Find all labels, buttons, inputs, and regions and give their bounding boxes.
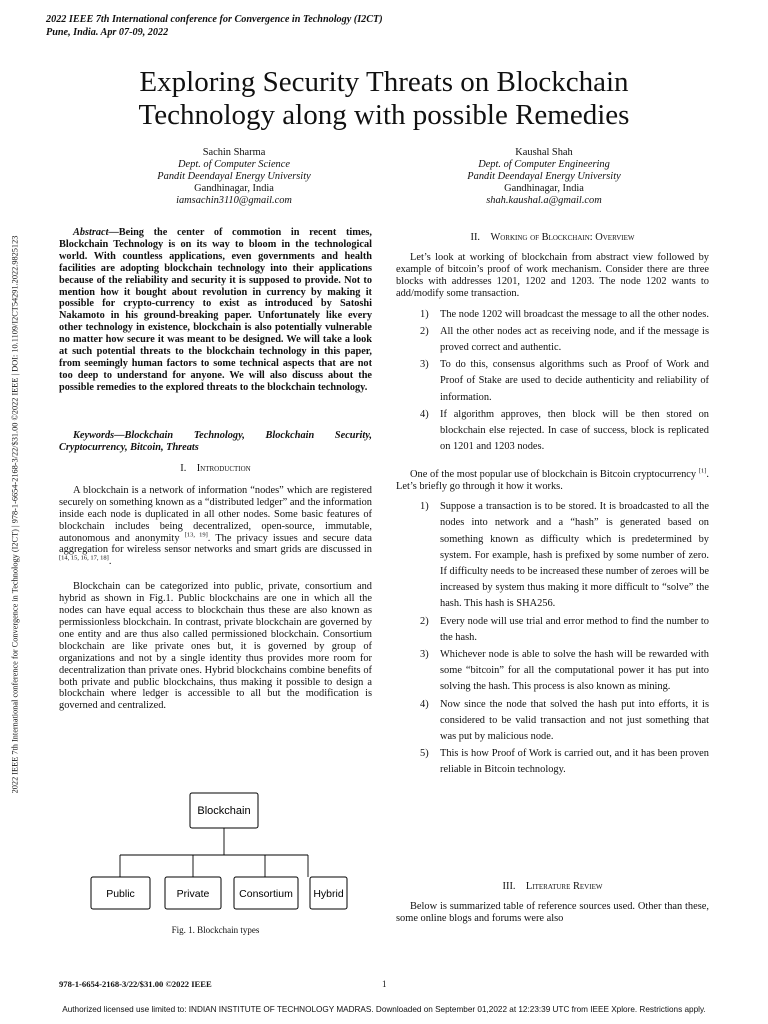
conference-line-1: 2022 IEEE 7th International conference for Convergence in Technology (I2CT) [46, 14, 383, 25]
citation: [13, 19] [184, 531, 208, 539]
working-paragraph-2: One of the most popular use of blockchain is Bitcoin cryptocurrency [1]. Let’s briefly go through it how it works. [396, 467, 709, 493]
author-dept: Dept. of Computer Science [178, 159, 290, 170]
list-item: 4) If algorithm approves, then block will be then stored on blockchain else rejected. In case of success, block is replicated on 1201 and 1203 nodes. [420, 408, 709, 453]
intro-paragraph-1: A blockchain is a network of information “nodes” which are registered securely on something known as a “distributed ledger” and the information inside each node is duplicated in all other nodes. Some basic features of blockchain includes being decentralized, open-source, immutable, autonomous and anonymity [13, 19]. The privacy issues and secure data aggregation for wireless sensor networks and smart grids are discussed in [14, 15, 16, 17, 18]. [59, 484, 372, 568]
citation: [1] [698, 467, 707, 475]
list-item: 4) Now since the node that solved the hash put into efforts, it is considered to be valid transaction and not just something that was put by malicious node. [420, 698, 709, 743]
blockchain-types-diagram [79, 783, 349, 913]
diagram-label-consortium: Consortium [239, 888, 293, 900]
diagram-root-label: Blockchain [197, 805, 251, 817]
list-item: 2) Every node will use trial and error method to find the number to the hash. [420, 615, 709, 643]
abstract-text: —Being the center of commotion in recent times, Blockchain Technology is on its way to bloom in the technological world. With countless applications, even governments and health facilities are adopting blockchain technology into their applications because of the reliability and security it is supposed to provide. Not to mention how it bought about revolution in currency by making it possible for crypto-currency to exist as introduced by Satoshi Nakamoto in his ground-breaking paper. Unfortunately like every other technology in existence, blockchain is also potentially vulnerable no matter how secure it was meant to be designed. We will take a look at such potential threats to the blockchain technology in this paper, from seemingly human factors to some technical aspects that are not too deep to understand for anyone. We will also discuss about the possible remedies to the explored threats to the blockchain technology. [59, 227, 372, 393]
author-dept: Dept. of Computer Engineering [478, 159, 610, 170]
citation: [14, 15, 16, 17, 18] [59, 554, 109, 562]
title-line-1: Exploring Security Threats on Blockchain [139, 66, 629, 98]
paper-title [60, 66, 708, 132]
section-heading: II. Working of Blockchain: Overview [470, 232, 635, 243]
list-item: 3) Whichever node is able to solve the hash will be rewarded with some “bitcoin” for all the computational power it has put into solving the hash. This process is also known as mining. [420, 649, 709, 693]
working-paragraph-1: Let’s look at working of blockchain from abstract view followed by example of bitcoin’s proof of work mechanism. Consider there are three blocks with addresses 1201, 1202 and 1203. The node 1202 wants to add/modify some transaction. [396, 251, 709, 299]
diagram-label-private: Private [176, 888, 210, 900]
author-email: shah.kaushal.a@gmail.com [486, 195, 602, 206]
license-notice: Authorized licensed use limited to: INDIAN INSTITUTE OF TECHNOLOGY MADRAS. Downloaded on September 01,2022 at 12:23:39 UTC from IEEE Xplore. Restrictions apply. [62, 1005, 706, 1014]
author-univ: Pandit Deendayal Energy University [157, 171, 311, 182]
author-city: Gandhinagar, India [504, 183, 584, 194]
diagram-connectors [120, 828, 308, 877]
section-introduction [59, 463, 372, 712]
section-literature-review [396, 881, 709, 925]
section-heading: I. Introduction [180, 463, 251, 474]
footer-isbn: 978-1-6654-2168-3/22/$31.00 ©2022 IEEE [59, 979, 212, 989]
section-heading: III. Literature Review [502, 881, 603, 892]
author-1 [104, 147, 364, 207]
abstract [59, 227, 372, 394]
title-line-2: Technology along with possible Remedies [138, 99, 630, 131]
author-univ: Pandit Deendayal Energy University [467, 171, 621, 182]
conference-line-2: Pune, India. Apr 07-09, 2022 [46, 26, 169, 38]
author-name: Sachin Sharma [202, 147, 266, 158]
figure-caption: Fig. 1. Blockchain types [171, 925, 260, 935]
list-item: 3) To do this, consensus algorithms such as Proof of Work and Proof of Stake are used to decide authenticity and reliability of information. [420, 359, 709, 403]
author-name: Kaushal Shah [515, 147, 573, 158]
list-item: 2) All the other nodes act as receiving node, and if the message is proved correct and authentic. [420, 325, 709, 353]
conference-header [46, 14, 383, 39]
diagram-label-hybrid: Hybrid [313, 888, 344, 900]
list-item: 1) The node 1202 will broadcast the message to all the other nodes. [420, 308, 709, 320]
bitcoin-steps-list [396, 499, 709, 778]
keywords: Keywords—Blockchain Technology, Blockchain Security, Cryptocurrency, Bitcoin, Threats [59, 430, 372, 453]
section-working [396, 232, 709, 780]
diagram-label-public: Public [106, 888, 135, 900]
intro-paragraph-2: Blockchain can be categorized into public, private, consortium and hybrid as shown in Fig.1. Public blockchains are one in which all the nodes can have equal access to blockchain thus these are also known as permissionless blockchain. In contrast, private blockchain are governed by one entity and are thus also called permissioned blockchain. Consortium blockchain are like private ones but, it is governed by group of organizations and not by a single identity thus provides more room for decentralization than private ones. Hybrid blockchains combine benefits of both private and public blockchains, thus making it possible to design a blockchain where ledger is accessible to all but the modification is governed and centralized. [59, 581, 372, 712]
abstract-label: Abstract [73, 227, 109, 238]
list-item: 5) This is how Proof of Work is carried out, and it has been proven reliable in Bitcoin technology. [420, 748, 709, 776]
doi-sidebar: 2022 IEEE 7th International conference for Convergence in Technology (I2CT) | 978-1-6654-2168-3/22/$31.00 ©2022 IEEE | DOI: 10.1109/I2CT54291.2022.9825123 [10, 235, 20, 794]
author-city: Gandhinagar, India [194, 183, 274, 194]
consensus-steps-list [396, 307, 709, 456]
page-number: 1 [382, 979, 387, 989]
list-item: 1) Suppose a transaction is to be stored. It is broadcasted to all the nodes into network and a “hash” is generated based on something known as difficulty which is predetermined by system. For example, hash is prefixed by some number of zero. If difficulty needs to be increased these number of zeroes will be increased by system thus making it more difficult to “solve” the hash. This hash is SHA256. [420, 501, 709, 610]
author-email: iamsachin3110@gmail.com [176, 195, 292, 206]
author-2 [414, 147, 674, 207]
literature-paragraph-1: Below is summarized table of reference sources used. Other than these, some online blogs and forums were also [396, 900, 709, 924]
